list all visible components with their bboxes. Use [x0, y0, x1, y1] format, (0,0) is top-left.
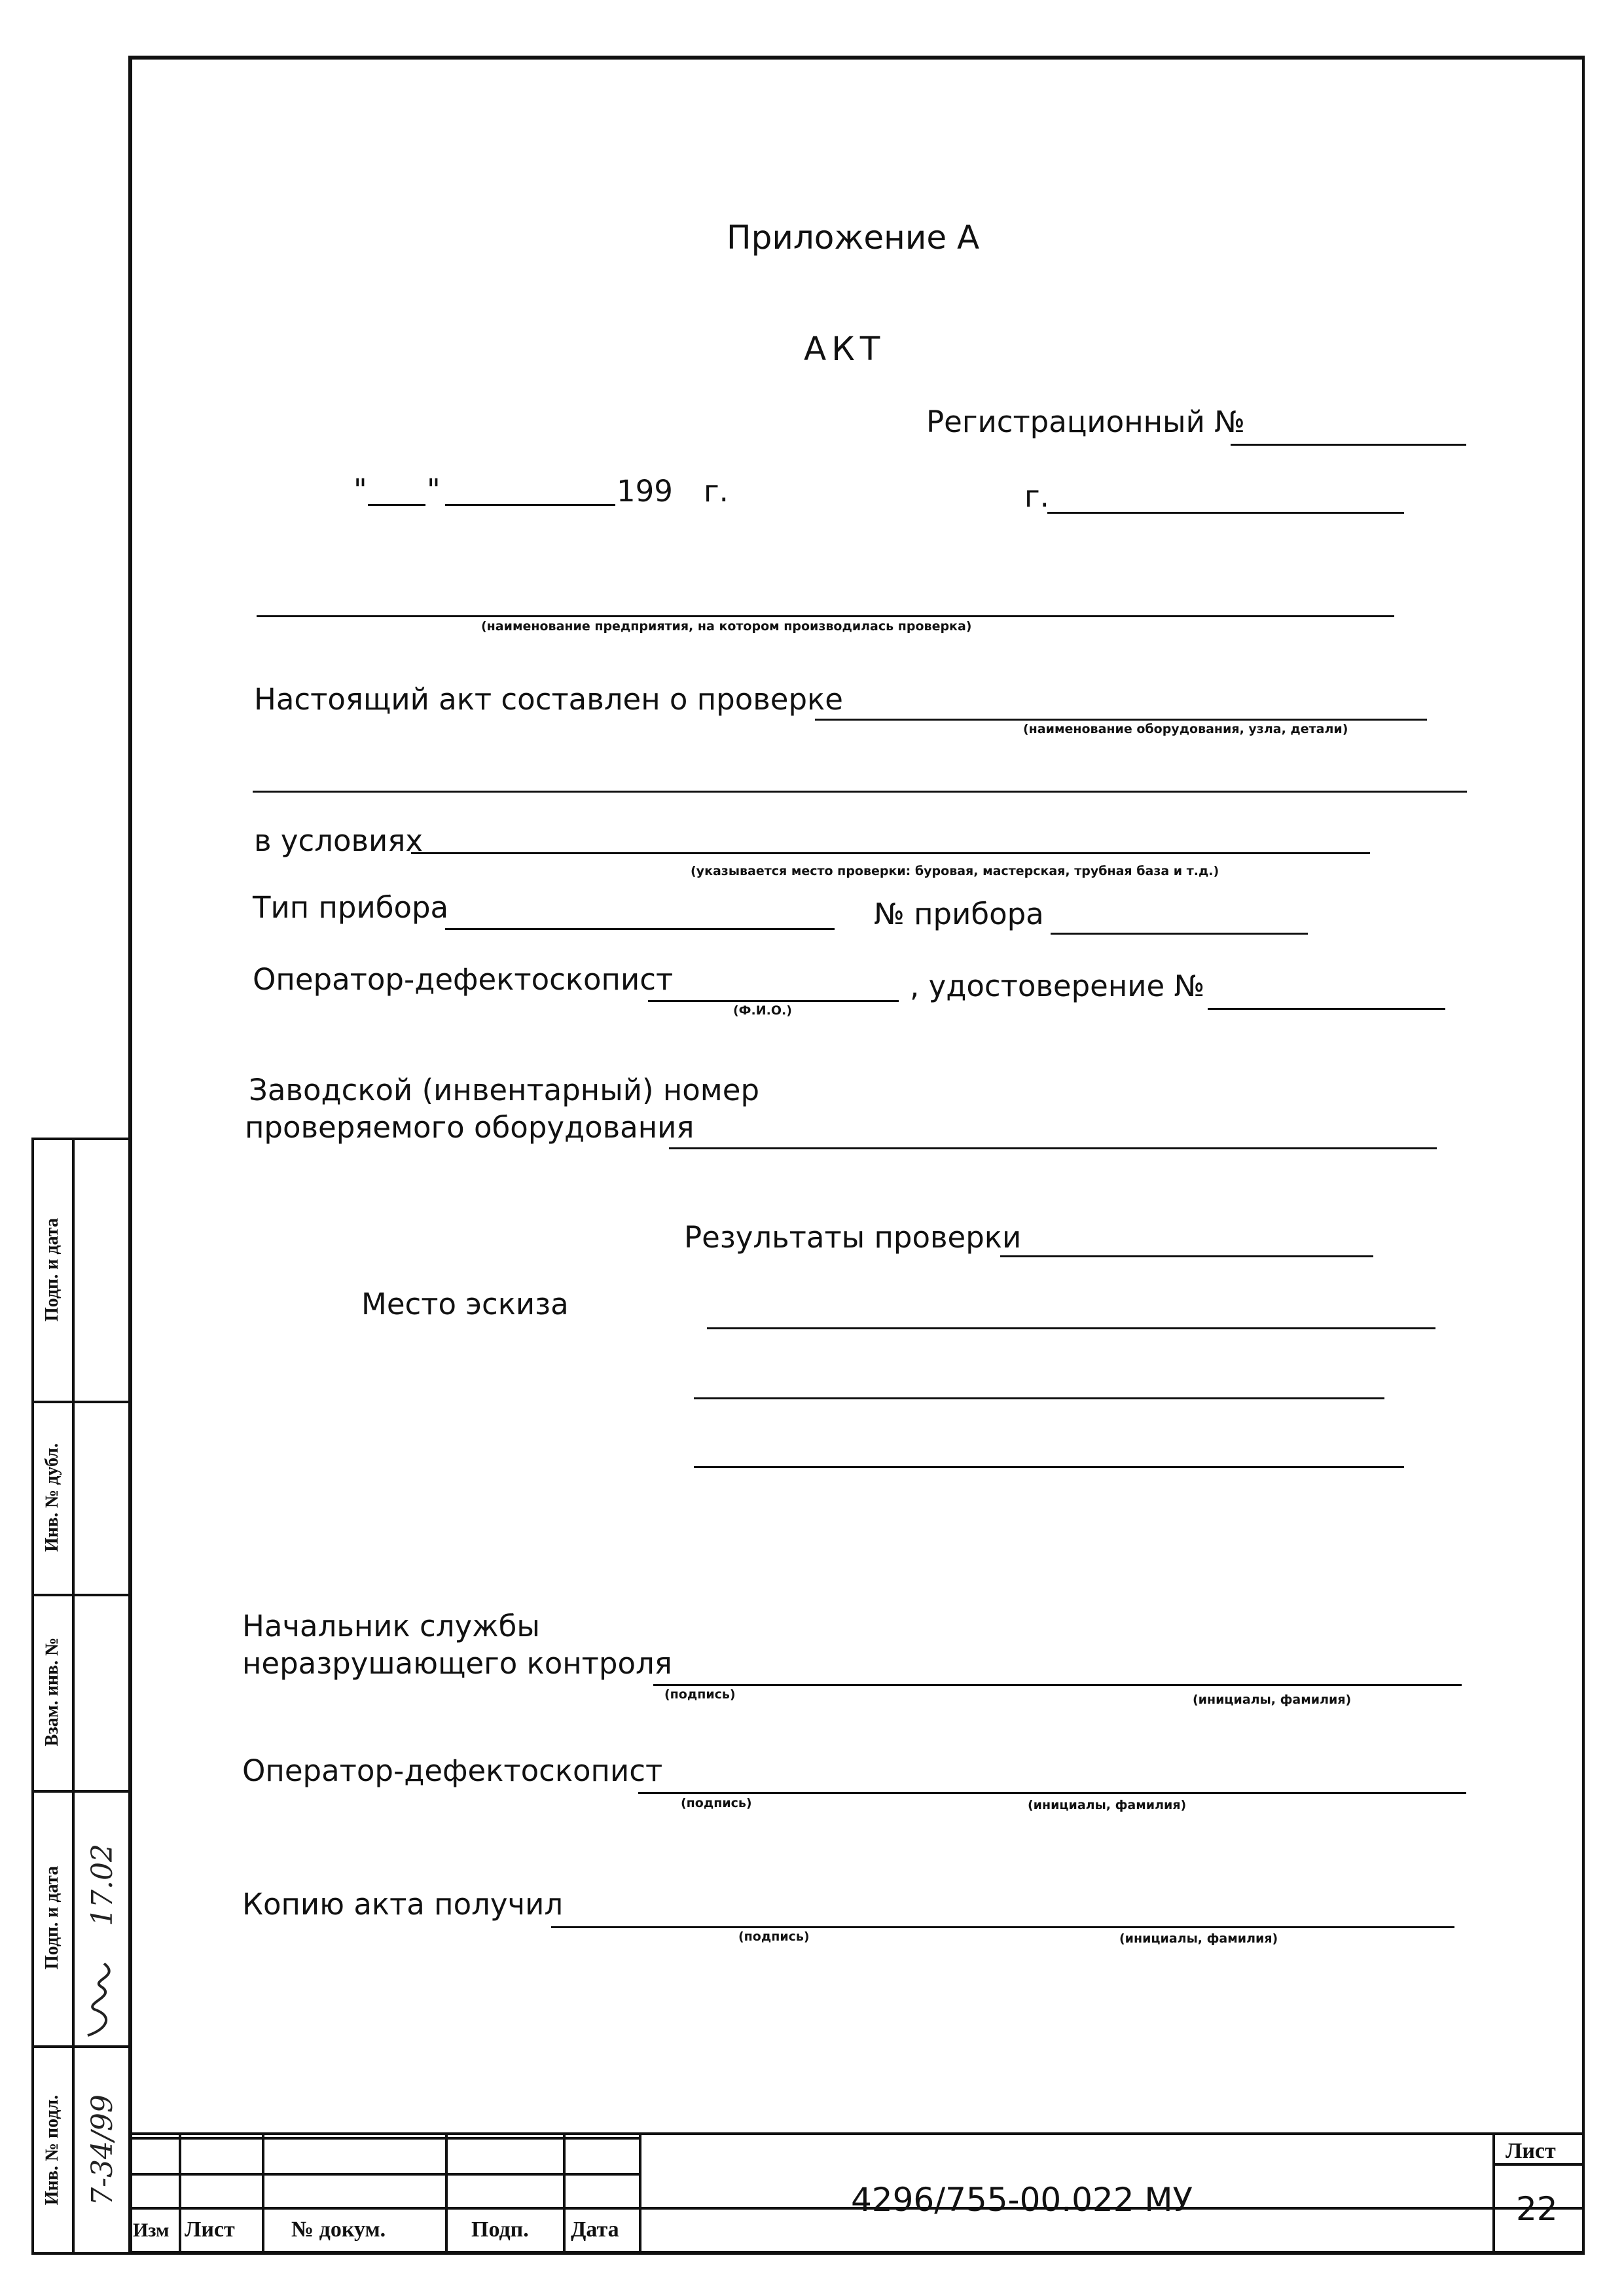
side-label-vzam-inv: Взам. инв. № — [42, 1637, 62, 1747]
operator2-initials-caption: (инициалы, фамилия) — [1028, 1798, 1187, 1812]
title-block-col-line — [445, 2132, 448, 2255]
side-stamp-row-line — [31, 2045, 132, 2048]
date-year-suffix: г. — [704, 474, 729, 509]
certificate-label: , удостоверение № — [910, 969, 1205, 1003]
equipment-field[interactable] — [815, 719, 1427, 721]
side-stamp-divider — [72, 1138, 75, 2255]
date-year: 199 — [617, 474, 673, 509]
side-label-podp-data-2: Подп. и дата — [42, 1218, 62, 1321]
title-block-col-line — [639, 2132, 641, 2255]
side-label-podp-data: Подп. и дата — [42, 1866, 62, 1969]
date-open-quote: " — [353, 473, 367, 507]
equipment-field-line2[interactable] — [253, 791, 1467, 793]
title-block-top-line — [128, 2132, 1585, 2135]
title-block-row-line — [128, 2137, 639, 2140]
device-number-label: № прибора — [874, 897, 1044, 931]
side-stamp-row-line — [31, 1401, 132, 1403]
title-block-sheet-line — [1492, 2163, 1585, 2166]
side-label-inv-dubl: Инв. № дубл. — [42, 1443, 62, 1552]
factory-number-label-line2: проверяемого оборудования — [245, 1110, 695, 1145]
city-prefix: г. — [1024, 479, 1049, 514]
sheet-label: Лист — [1506, 2139, 1556, 2163]
title-block-data: Дата — [571, 2217, 619, 2242]
head-initials-caption: (инициалы, фамилия) — [1193, 1693, 1352, 1707]
head-signature-caption: (подпись) — [664, 1687, 736, 1702]
act-title: АКТ — [804, 330, 886, 368]
operator-fio-field[interactable] — [648, 1000, 899, 1002]
title-block-col-line — [179, 2132, 181, 2255]
appendix-title: Приложение А — [727, 219, 980, 257]
head-label-line2: неразрушающего контроля — [242, 1646, 672, 1681]
copy-label: Копию акта получил — [242, 1887, 564, 1922]
results-field-line3[interactable] — [694, 1397, 1384, 1399]
factory-number-label-line1: Заводской (инвентарный) номер — [249, 1073, 760, 1107]
date-close-quote: " — [427, 473, 441, 507]
document-designation: 4296/755-00.022 МУ — [851, 2181, 1193, 2219]
date-month-field[interactable] — [445, 504, 615, 506]
sketch-label: Место эскиза — [361, 1287, 569, 1321]
head-label-line1: Начальник службы — [242, 1609, 540, 1643]
device-number-field[interactable] — [1051, 933, 1308, 935]
factory-number-field[interactable] — [669, 1147, 1437, 1149]
results-field-line2[interactable] — [707, 1327, 1435, 1329]
copy-initials-caption: (инициалы, фамилия) — [1119, 1931, 1278, 1946]
title-block-row-line — [128, 2173, 639, 2176]
registration-label: Регистрационный № — [926, 404, 1245, 439]
head-signature-field[interactable] — [653, 1684, 1462, 1686]
operator2-signature-caption: (подпись) — [681, 1796, 752, 1810]
registration-number-field[interactable] — [1231, 444, 1466, 446]
title-block-col-line — [563, 2132, 566, 2255]
copy-signature-caption: (подпись) — [738, 1929, 810, 1944]
operator2-signature-field[interactable] — [638, 1792, 1466, 1794]
date-day-field[interactable] — [368, 504, 425, 506]
results-field-line4[interactable] — [694, 1466, 1404, 1468]
handwritten-signature-icon — [81, 1957, 127, 2042]
results-field-line1[interactable] — [1000, 1255, 1373, 1257]
sheet-number: 22 — [1516, 2190, 1558, 2228]
enterprise-caption: (наименование предприятия, на котором производилась проверка) — [481, 619, 972, 634]
side-stamp-row-line — [31, 1790, 132, 1793]
conditions-label: в условиях — [254, 823, 423, 858]
title-block-list: Лист — [185, 2217, 235, 2242]
results-label: Результаты проверки — [684, 1220, 1022, 1255]
device-type-label: Тип прибора — [253, 890, 449, 925]
city-field[interactable] — [1047, 512, 1404, 514]
certificate-number-field[interactable] — [1208, 1008, 1445, 1010]
fio-caption: (Ф.И.О.) — [733, 1003, 792, 1018]
page-frame — [128, 56, 1585, 2255]
side-label-inv-podl: Инв. № подл. — [42, 2094, 62, 2206]
device-type-field[interactable] — [445, 928, 835, 930]
operator-label: Оператор-дефектоскопист — [253, 962, 674, 997]
title-block-izm: Изм — [133, 2219, 170, 2241]
title-block-col-line — [1492, 2132, 1495, 2255]
copy-signature-field[interactable] — [551, 1926, 1454, 1928]
conditions-field[interactable] — [411, 852, 1370, 854]
title-block-col-line — [262, 2132, 264, 2255]
operator2-label: Оператор-дефектоскопист — [242, 1753, 663, 1788]
handwritten-date: 17.02 — [86, 1844, 119, 1926]
act-about-label: Настоящий акт составлен о проверке — [254, 682, 843, 717]
title-block-podp: Подп. — [471, 2217, 529, 2242]
side-stamp-row-line — [31, 1594, 132, 1596]
equipment-caption: (наименование оборудования, узла, детали) — [1023, 722, 1348, 736]
enterprise-field[interactable] — [257, 615, 1394, 617]
title-block-doc-no: № докум. — [291, 2217, 386, 2242]
handwritten-inventory-number: 7-34/99 — [86, 2094, 119, 2206]
conditions-caption: (указывается место проверки: буровая, мастерская, трубная база и т.д.) — [691, 864, 1219, 878]
